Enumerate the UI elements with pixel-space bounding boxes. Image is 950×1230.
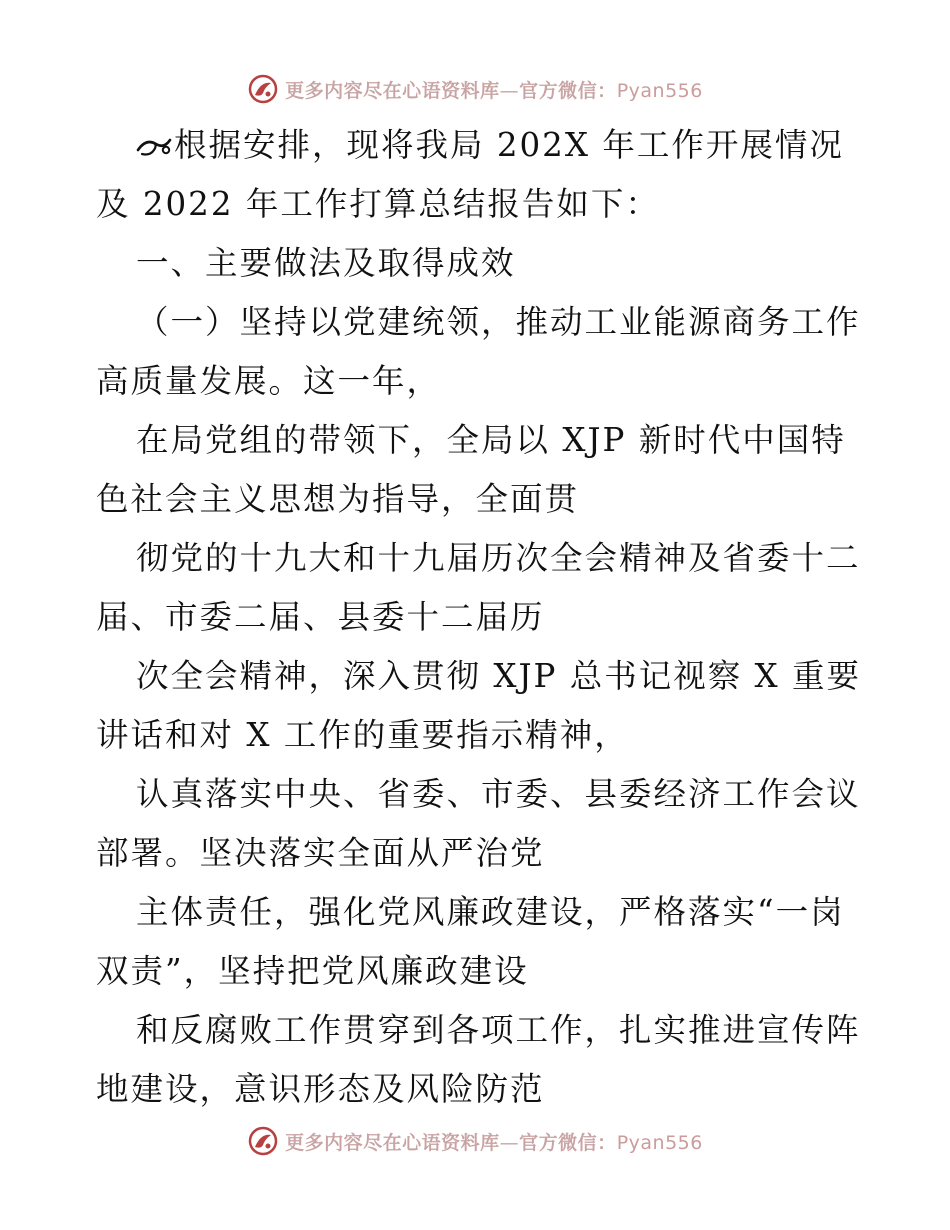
line-text: 根据安排，现将我局 202X 年工作开展情况 [174, 126, 844, 164]
paragraph-line: 认真落实中央、省委、市委、县委经济工作会议 [136, 775, 861, 813]
paragraph-line: 和反腐败工作贯穿到各项工作，扎实推进宣传阵 [136, 1011, 861, 1049]
watermark-contact-label: 官方微信： [519, 79, 617, 102]
paragraph-line: 次全会精神，深入贯彻 XJP 总书记视察 X 重要 [136, 657, 861, 695]
paragraph-line [96, 116, 856, 175]
header-watermark-banner [0, 72, 950, 106]
paragraph-line: 讲话和对 X 工作的重要指示精神， [96, 716, 629, 754]
brand-logo-icon [247, 73, 279, 105]
watermark-separator: — [499, 79, 520, 102]
paragraph-line: 高质量发展。这一年， [96, 362, 442, 400]
watermark-separator: — [499, 1131, 520, 1154]
paragraph-line: 主体责任，强化党风廉政建设，严格落实“一岗 [136, 893, 845, 931]
paragraph-line: 地建设，意识形态及风险防范 [96, 1070, 545, 1108]
watermark-text [285, 76, 703, 103]
brand-logo-icon [247, 1125, 279, 1157]
watermark-brand: 更多内容尽在心语资料库 [285, 79, 500, 102]
paragraph-line: 届、市委二届、县委十二届历 [96, 598, 545, 636]
paragraph-line: 色社会主义思想为指导，全面贯 [96, 480, 580, 518]
watermark-contact-label: 官方微信： [519, 1131, 617, 1154]
subsection-heading: （一）坚持以党建统领，推动工业能源商务工作 [136, 303, 861, 341]
watermark-brand: 更多内容尽在心语资料库 [285, 1131, 500, 1154]
watermark-contact-id: Pyan556 [616, 79, 703, 102]
flourish-ornament-icon [136, 130, 174, 160]
footer-watermark-banner [0, 1124, 950, 1158]
paragraph-line: 在局党组的带领下，全局以 XJP 新时代中国特 [136, 421, 846, 459]
paragraph-line: 双责”，坚持把党风廉政建设 [96, 952, 529, 990]
section-heading: 一、主要做法及取得成效 [136, 244, 516, 282]
paragraph-line: 彻党的十九大和十九届历次全会精神及省委十二 [136, 539, 861, 577]
paragraph-line: 部署。坚决落实全面从严治党 [96, 834, 545, 872]
document-body [96, 116, 861, 1119]
watermark-text [285, 1128, 703, 1155]
watermark-contact-id: Pyan556 [616, 1131, 703, 1154]
paragraph-line: 及 2022 年工作打算总结报告如下： [96, 185, 660, 223]
